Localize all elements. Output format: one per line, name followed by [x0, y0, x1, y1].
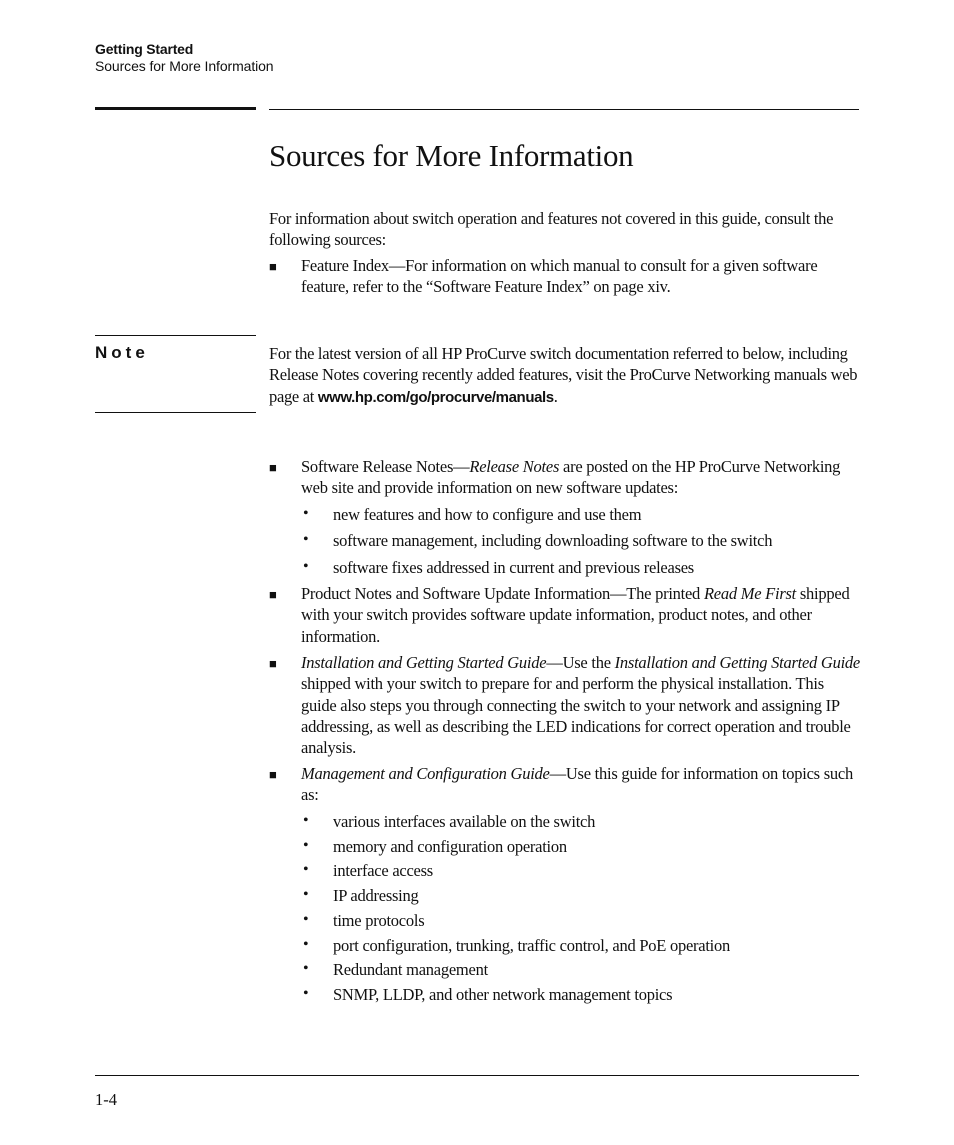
sub-item: interface access [333, 861, 433, 880]
bullet-dot: • [303, 985, 309, 1002]
list-item-product-notes [301, 583, 861, 647]
bullet-square: ■ [269, 259, 277, 274]
note-rule-bottom [95, 412, 256, 413]
footer-rule [95, 1075, 859, 1076]
product-notes-lead: Product Notes and Software Update Information—The printed [301, 584, 704, 603]
note-text-after: . [553, 386, 558, 406]
bullet-dot: • [303, 886, 309, 903]
install-guide-rest: shipped with your switch to prepare for and perform the physical installation. This guide also steps you through connecting the switch to your network and assigning IP addressing, as well as describing the LED indications for correct operation and trouble analysis. [301, 674, 851, 758]
sub-item: time protocols [333, 911, 425, 930]
sub-item: IP addressing [333, 886, 419, 905]
install-guide-title-2: Installation and Getting Started Guide [614, 653, 860, 672]
page-number: 1-4 [95, 1090, 117, 1109]
list-item-feature-index: Feature Index—For information on which manual to consult for a given software feature, refer to the “Software Feature Index” on page xiv. [301, 256, 818, 297]
list-item-install-guide [301, 652, 861, 758]
bullet-dot: • [303, 558, 309, 575]
bullet-dot: • [303, 812, 309, 829]
product-notes-rest: shipped with your switch provides software update information, product notes, and other information. [301, 584, 850, 646]
bullet-square: ■ [269, 460, 277, 475]
running-header [95, 41, 274, 75]
sub-item: software fixes addressed in current and previous releases [333, 558, 694, 577]
product-notes-title: Read Me First [703, 584, 796, 603]
bullet-dot: • [303, 861, 309, 878]
mgmt-guide-rest: —Use this guide for information on topics such as: [301, 764, 853, 805]
release-notes-rest: are posted on the HP ProCurve Networking web site and provide information on new software updates: [301, 457, 841, 498]
release-notes-title: Release Notes [469, 457, 560, 476]
list-item-mgmt-guide [301, 763, 861, 806]
bullet-square: ■ [269, 587, 277, 602]
bullet-square: ■ [269, 656, 277, 671]
bullet-square: ■ [269, 767, 277, 782]
sub-item: software management, including downloading software to the switch [333, 531, 773, 550]
sub-item: SNMP, LLDP, and other network management topics [333, 985, 673, 1004]
header-subsection: Sources for More Information [95, 58, 274, 74]
header-rule-thick [95, 107, 256, 110]
page-title: Sources for More Information [269, 138, 634, 173]
bullet-dot: • [303, 837, 309, 854]
manuals-url-link[interactable]: www.hp.com/go/procurve/manuals [317, 388, 554, 406]
mgmt-guide-title: Management and Configuration Guide [301, 764, 550, 783]
list-item-release-notes [301, 456, 861, 499]
bullet-dot: • [303, 531, 309, 548]
note-rule-top [95, 335, 256, 336]
install-guide-mid: —Use the [546, 653, 615, 672]
sub-item: port configuration, trunking, traffic control, and PoE operation [333, 936, 731, 955]
intro-paragraph: For information about switch operation and features not covered in this guide, consult the following sources: [269, 209, 834, 250]
sub-item: various interfaces available on the switch [333, 812, 596, 831]
sub-item: new features and how to configure and use them [333, 505, 642, 524]
sub-item: memory and configuration operation [333, 837, 567, 856]
header-rule-thin [269, 109, 859, 110]
bullet-dot: • [303, 505, 309, 522]
note-text [269, 343, 861, 408]
header-section: Getting Started [95, 41, 194, 57]
bullet-dot: • [303, 960, 309, 977]
release-notes-lead: Software Release Notes— [301, 457, 470, 476]
install-guide-title: Installation and Getting Started Guide [301, 653, 547, 672]
bullet-dot: • [303, 936, 309, 953]
note-text-before: For the latest version of all HP ProCurve switch documentation referred to below, including Release Notes covering recently added features, visit the ProCurve Networking manuals web page at [269, 344, 858, 406]
bullet-dot: • [303, 911, 309, 928]
note-label: Note [95, 343, 149, 362]
sub-item: Redundant management [333, 960, 488, 979]
